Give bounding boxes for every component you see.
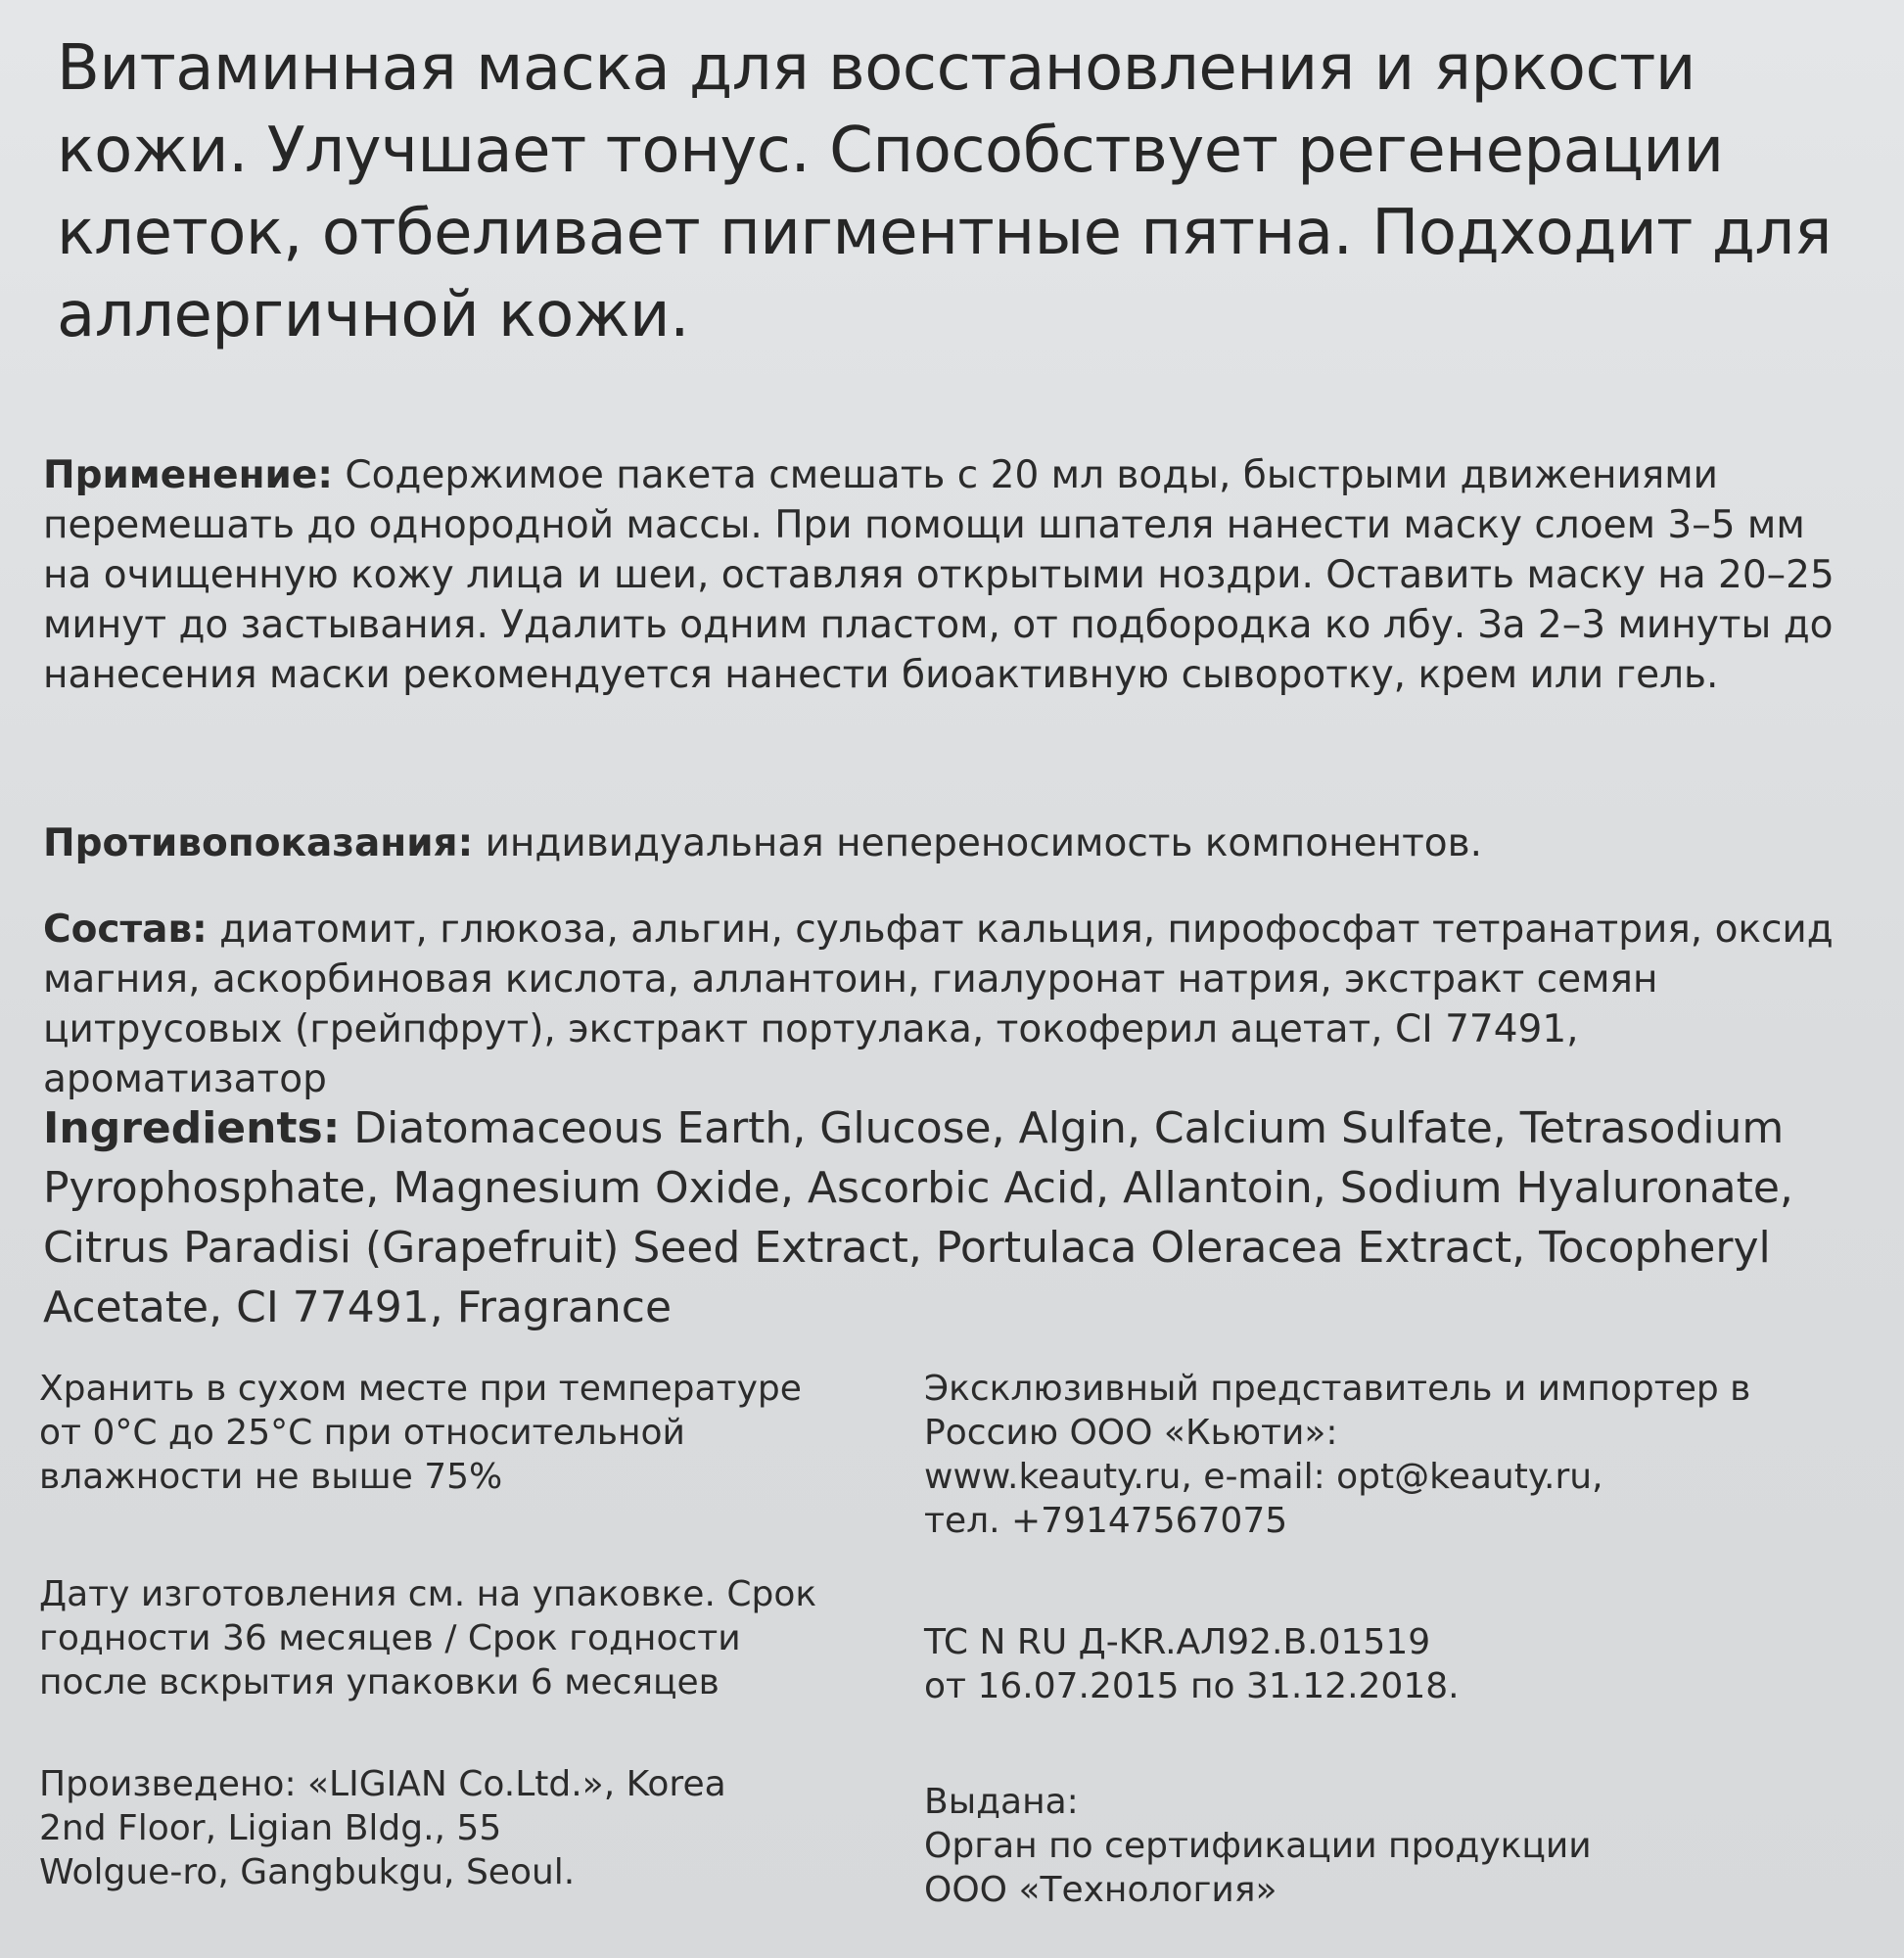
ingredients-label: Ingredients: — [43, 1103, 341, 1153]
storage-conditions: Хранить в сухом месте при температуре от 0°С до 25°С при относительной влажности не выше 75% — [39, 1369, 802, 1497]
shelf-life: Дату изготовления см. на упаковке. Срок годности 36 месяцев / Срок годности после вскрытия упаковки 6 месяцев — [39, 1574, 817, 1702]
application-label: Применение: — [43, 453, 333, 497]
contraindications-section — [43, 818, 1864, 868]
ingredients-text: Diatomaceous Earth, Glucose, Algin, Calcium Sulfate, Tetrasodium Pyrophosphate, Magnesium Oxide, Ascorbic Acid, Allantoin, Sodium Hyaluronate, Citrus Paradisi (Grapefruit) Seed Extract, Portulaca Oleracea Extract, Tocopheryl Acetate, CI 77491, Fragrance — [43, 1103, 1793, 1332]
application-text: Содержимое пакета смешать с 20 мл воды, быстрыми движениями перемешать до однородной массы. При помощи шпателя нанести маску слоем 3–5 мм на очищенную кожу лица и шеи, оставляя открытыми ноздри. Оставить маску на 20–25 минут до застывания. Удалить одним пластом, от подбородка ко лбу. За 2–3 минуты до нанесения маски рекомендуется нанести биоактивную сыворотку, крем или гель. — [43, 453, 1834, 697]
certificate-info: TC N RU Д-KR.АЛ92.В.01519 от 16.07.2015 по 31.12.2018. — [924, 1622, 1460, 1706]
composition-section — [43, 905, 1864, 1104]
contraindications-label: Противопоказания: — [43, 821, 474, 865]
composition-text: диатомит, глюкоза, альгин, сульфат кальция, пирофосфат тетранатрия, оксид магния, аскорбиновая кислота, аллантоин, гиалуронат натрия, экстракт семян цитрусовых (грейпфрут), экстракт портулака, токоферил ацетат, CI 77491, ароматизатор — [43, 908, 1834, 1101]
product-description-headline: Витаминная маска для восстановления и яркости кожи. Улучшает тонус. Способствует регенерации клеток, отбеливает пигментные пятна. Подходит для аллергичной кожи. — [57, 32, 1832, 351]
application-section — [43, 450, 1864, 700]
composition-label: Состав: — [43, 908, 208, 952]
manufacturer-info: Произведено: «LIGIAN Co.Ltd.», Korea 2nd Floor, Ligian Bldg., 55 Wolgue-ro, Gangbukgu, Seoul. — [39, 1764, 726, 1892]
importer-info: Эксклюзивный представитель и импортер в Россию ООО «Кьюти»: www.keauty.ru, e-mail: opt@keauty.ru, тел. +79147567075 — [924, 1369, 1751, 1541]
certificate-issuer: Выдана: Орган по сертификации продукции ООО «Технология» — [924, 1782, 1592, 1910]
contraindications-text: индивидуальная непереносимость компонентов. — [473, 821, 1483, 865]
ingredients-section — [43, 1098, 1864, 1337]
